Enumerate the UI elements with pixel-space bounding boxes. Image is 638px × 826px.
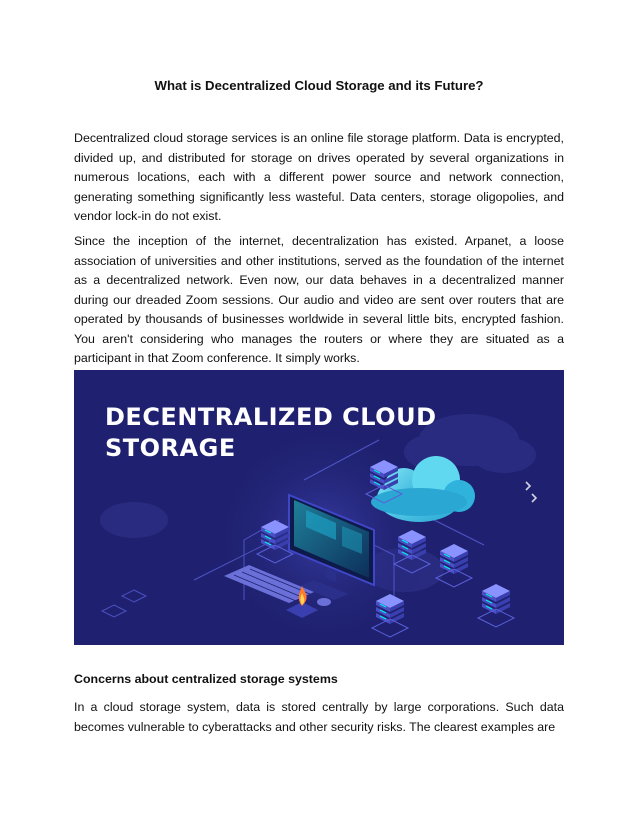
history-paragraph: Since the inception of the internet, decentralization has existed. Arpanet, a loose association of universities and other institutions, served as the foundation of the internet as a decentralized network. Even now, our data behaves in a decentralized manner during our dreaded Zoom sessions. Our audio and video are sent over routers that are operated by thousands of businesses worldwide in several little bits, encrypted fashion. You aren't considering who manages the routers or where they are situated as a participant in that Zoom conference. It simply works.	[74, 234, 564, 365]
intro-paragraph: Decentralized cloud storage services is an online file storage platform. Data is encrypted, divided up, and distributed for storage on drives operated by several organizations in numerous locations, each with a different power source and network connection, generating something significantly less wasteful. Data centers, storage oligopolies, and vendor lock-in do not exist.	[74, 131, 564, 223]
section-paragraph: In a cloud storage system, data is stored centrally by large corporations. Such data becomes vulnerable to cyberattacks and other security risks. The clearest examples are	[74, 700, 564, 734]
mouse-icon	[317, 598, 331, 606]
decentralized-storage-figure	[74, 370, 564, 645]
figure-title-line-1: DECENTRALIZED CLOUD	[105, 403, 437, 431]
figure-title-line-2: STORAGE	[105, 434, 236, 462]
page-title: What is Decentralized Cloud Storage and its Future?	[154, 78, 484, 93]
section-heading: Concerns about centralized storage systems	[74, 672, 338, 686]
figure-title	[105, 402, 437, 464]
